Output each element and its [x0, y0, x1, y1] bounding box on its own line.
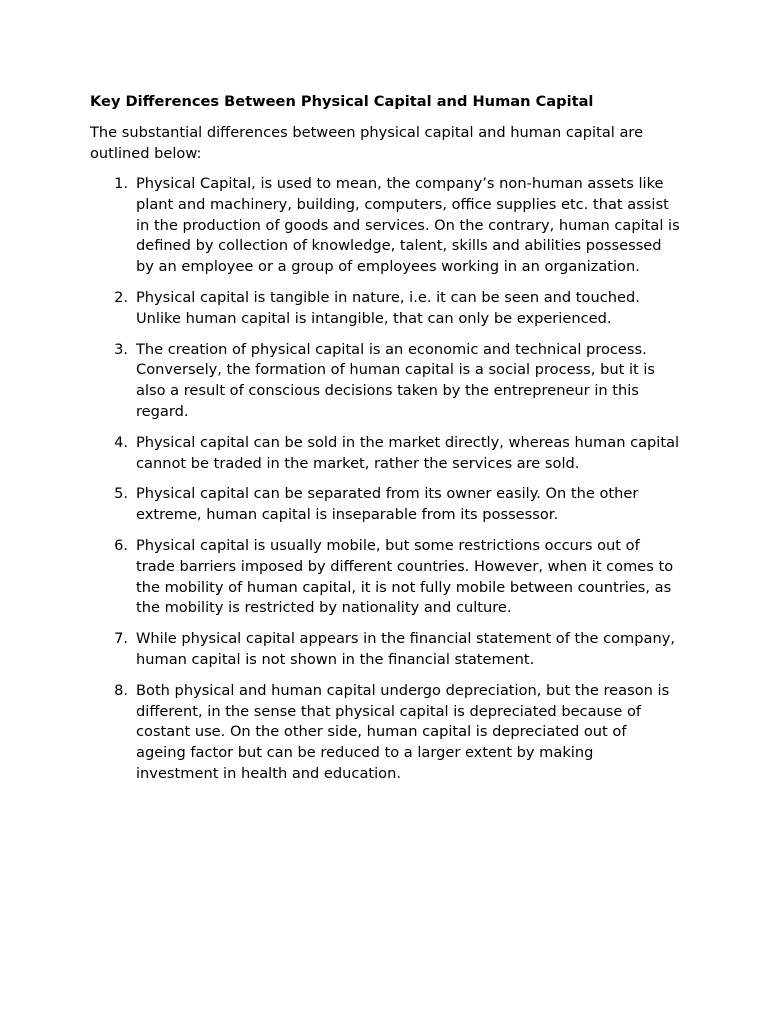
list-item-number: 2.	[114, 288, 128, 306]
list-item-number: 4.	[114, 433, 128, 451]
list-item-number: 3.	[114, 340, 128, 358]
intro-paragraph: The substantial differences between physical capital and human capital are outlined below:	[90, 124, 644, 162]
list-item-number: 8.	[114, 681, 128, 699]
list-item	[90, 681, 680, 785]
list-item-number: 1.	[114, 175, 128, 192]
list-item-text: Physical Capital, is used to mean, the company’s non-human assets like plant and machinery, building, computers, office supplies etc. that assist in the production of goods and services. On the contrary, human capital is defined by collection of knowledge, talent, skills and abilities possessed by an employee or a group of employees working in an organization.	[136, 175, 680, 276]
list-item	[90, 174, 680, 278]
document-title: Key Differences Between Physical Capital and Human Capital	[90, 93, 594, 110]
list-item-text: Physical capital can be sold in the market directly, whereas human capital cannot be traded in the market, rather the services are sold.	[136, 433, 680, 472]
list-item	[90, 288, 680, 330]
list-item-text: Physical capital is tangible in nature, i.e. it can be seen and touched. Unlike human capital is intangible, that can only be experienced.	[136, 288, 640, 327]
list-item	[90, 484, 680, 526]
list-item-text: The creation of physical capital is an economic and technical process. Conversely, the formation of human capital is a social process, but it is also a result of conscious decisions taken by the entrepreneur in this regard.	[136, 340, 656, 420]
document-content	[90, 91, 680, 795]
list-item-text: Physical capital can be separated from its owner easily. On the other extreme, human capital is inseparable from its possessor.	[136, 485, 639, 524]
list-item	[90, 536, 680, 619]
list-item	[90, 629, 680, 671]
list-item-number: 7.	[114, 630, 128, 648]
list-item-text: Both physical and human capital undergo depreciation, but the reason is different, in the sense that physical capital is depreciated because of costant use. On the other side, human capital is depreciated out of ageing factor but can be reduced to a larger extent by making investment in health and education.	[136, 681, 670, 782]
list-item-number: 6.	[114, 536, 128, 554]
list-item	[90, 340, 680, 423]
list-item	[90, 433, 680, 475]
list-item-number: 5.	[114, 485, 128, 503]
differences-list	[90, 174, 680, 785]
list-item-text: Physical capital is usually mobile, but some restrictions occurs out of trade barriers imposed by different countries. However, when it comes to the mobility of human capital, it is not fully mobile between countries, as the mobility is restricted by nationality and culture.	[136, 536, 674, 617]
list-item-text: While physical capital appears in the financial statement of the company, human capital is not shown in the financial statement.	[136, 630, 675, 668]
